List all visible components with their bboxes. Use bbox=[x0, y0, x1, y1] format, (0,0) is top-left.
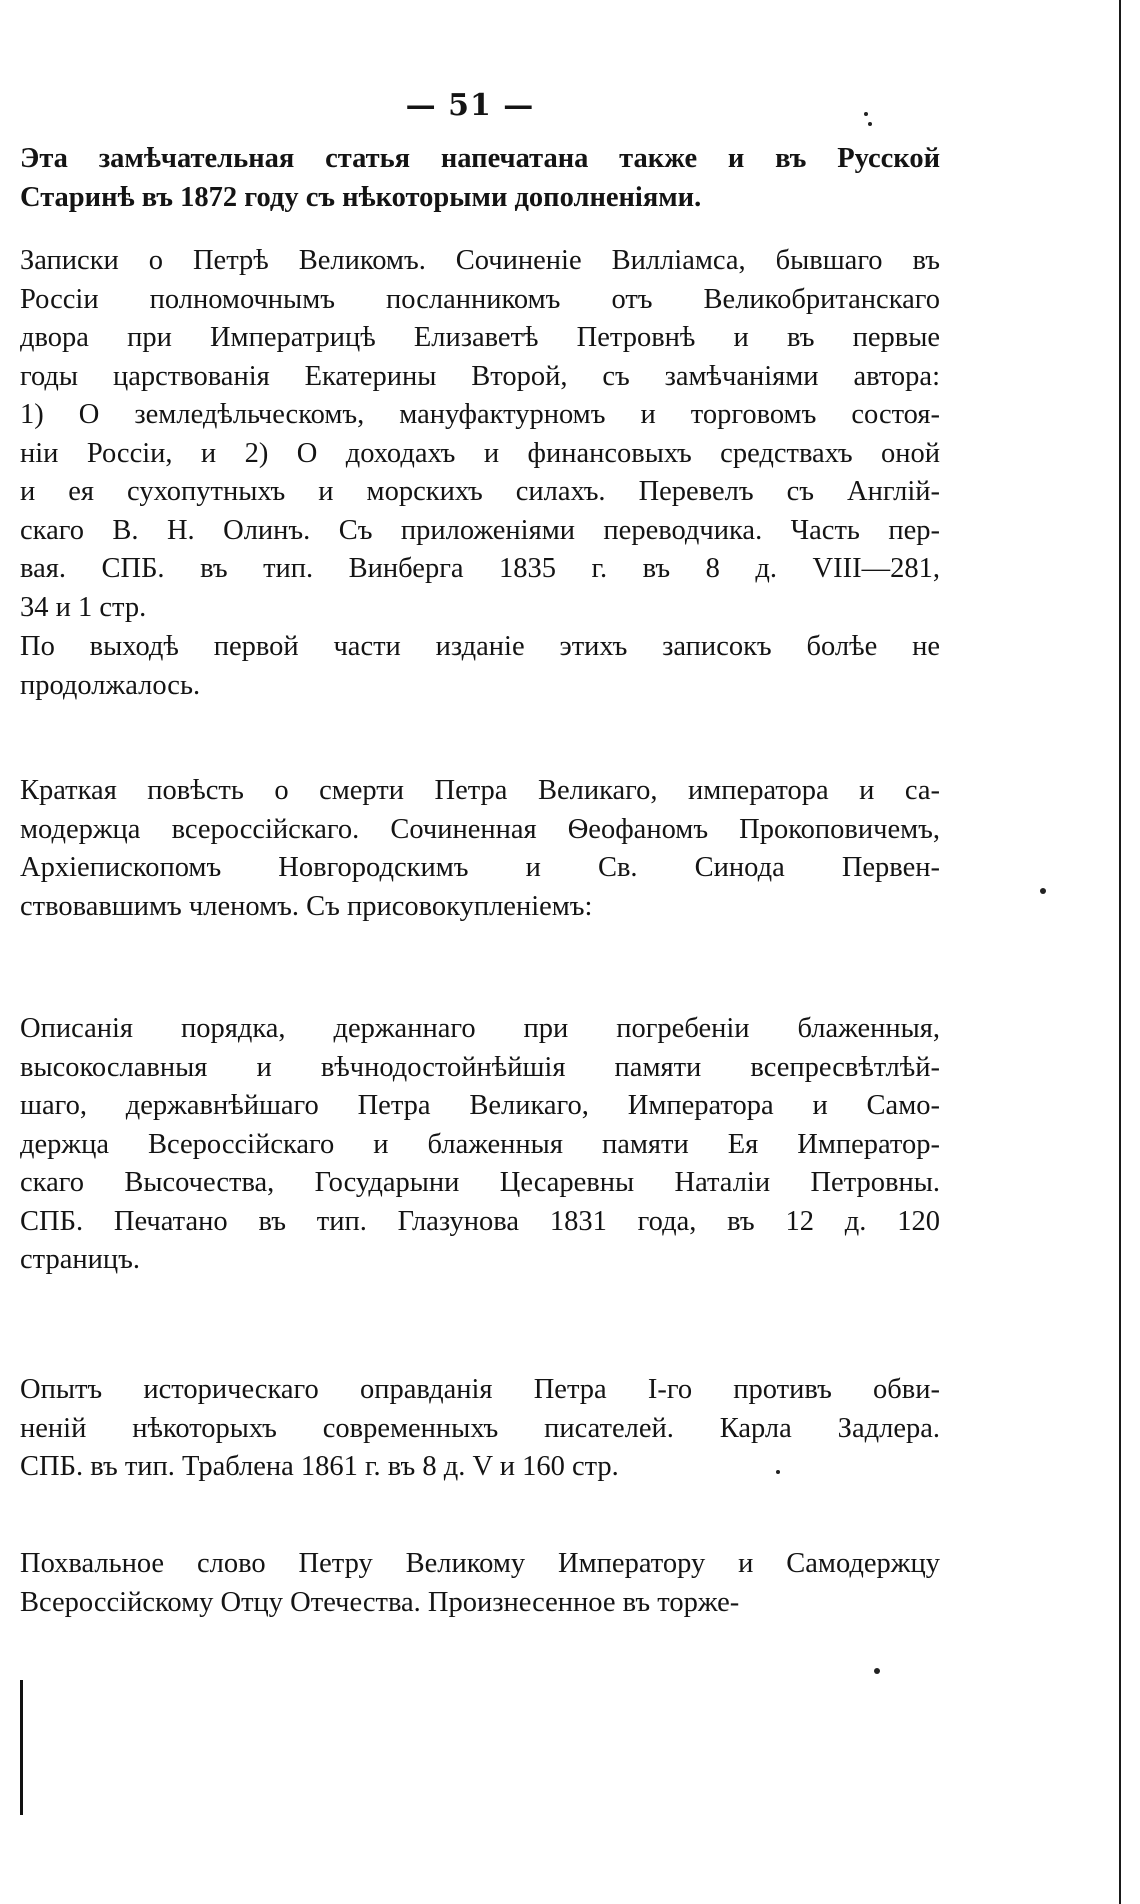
text-line: страницъ. bbox=[20, 1244, 140, 1275]
bibliography-entry bbox=[20, 1371, 940, 1487]
page-number: — 51 — bbox=[405, 88, 535, 123]
text-line: 34 и 1 стр. bbox=[20, 591, 147, 623]
text-line: держца Всероссійскаго и блаженныя памяти Ея Император- bbox=[20, 1128, 940, 1160]
text-line: По выходѣ первой части изданіе этихъ записокъ болѣе не bbox=[20, 631, 940, 662]
text-line: двора при Императрицѣ Елизаветѣ Петровнѣ и въ первые bbox=[20, 322, 940, 353]
text-line: Всероссійскому Отцу Отечества. Произнесенное въ торже- bbox=[20, 1586, 740, 1618]
scan-speck bbox=[864, 112, 868, 116]
text-line: Похвальное слово Петру Великому Императору и Самодержцу bbox=[20, 1548, 940, 1579]
bibliography-entry bbox=[20, 1545, 940, 1622]
text-line: Старинѣ въ 1872 году съ нѣкоторыми дополненіями. bbox=[20, 181, 702, 213]
bibliography-entry bbox=[20, 1010, 940, 1280]
text-line: СПБ. въ тип. Траблена 1861 г. въ 8 д. V и 160 стр. bbox=[20, 1451, 619, 1482]
bibliography-entry bbox=[20, 772, 940, 926]
text-line: вая. СПБ. въ тип. Винберга 1835 г. въ 8 д. VIII—281, bbox=[20, 553, 940, 584]
entry-paragraph bbox=[20, 140, 940, 217]
text-line: Эта замѣчательная статья напечатана также и въ Русской bbox=[20, 143, 940, 174]
page-edge-line bbox=[1119, 0, 1121, 1904]
text-line: Россіи полномочнымъ посланникомъ отъ Великобританскаго bbox=[20, 283, 940, 315]
text-line: Опытъ историческаго оправданія Петра I-го противъ обви- bbox=[20, 1374, 940, 1405]
note-paragraph bbox=[20, 628, 940, 705]
text-line: шаго, державнѣйшаго Петра Великаго, Императора и Само- bbox=[20, 1090, 940, 1121]
text-line: ніи Россіи, и 2) О доходахъ и финансовыхъ средствахъ оной bbox=[20, 437, 940, 469]
text-line: и ея сухопутныхъ и морскихъ силахъ. Перевелъ съ Англій- bbox=[20, 476, 940, 507]
bibliography-entry bbox=[20, 242, 940, 627]
text-line: высокославныя и вѣчнодостойнѣйшія памяти всепресвѣтлѣй- bbox=[20, 1051, 940, 1083]
text-line: неній нѣкоторыхъ современныхъ писателей. Карла Задлера. bbox=[20, 1412, 940, 1444]
text-line: Краткая повѣсть о смерти Петра Великаго, императора и са- bbox=[20, 775, 940, 806]
text-line: годы царствованія Екатерины Второй, съ замѣчаніями автора: bbox=[20, 360, 940, 392]
scan-speck bbox=[776, 1470, 780, 1474]
scan-speck bbox=[874, 1668, 880, 1674]
scan-speck bbox=[868, 122, 872, 126]
text-line: модержца всероссійскаго. Сочиненная Ѳеофаномъ Прокоповичемъ, bbox=[20, 813, 940, 845]
text-line: скаго Высочества, Государыни Цесаревны Наталіи Петровны. bbox=[20, 1167, 940, 1198]
text-line: СПБ. Печатано въ тип. Глазунова 1831 года, въ 12 д. 120 bbox=[20, 1205, 940, 1237]
text-line: скаго В. Н. Олинъ. Съ приложеніями переводчика. Часть пер- bbox=[20, 514, 940, 546]
text-line: Записки о Петрѣ Великомъ. Сочиненіе Вилліамса, бывшаго въ bbox=[20, 245, 940, 276]
text-line: продолжалось. bbox=[20, 669, 201, 701]
text-line: Описанія порядка, держаннаго при погребеніи блаженныя, bbox=[20, 1013, 940, 1044]
scan-speck bbox=[1040, 888, 1046, 894]
text-line: 1) О земледѣльческомъ, мануфактурномъ и торговомъ состоя- bbox=[20, 399, 940, 430]
text-line: ствовавшимъ членомъ. Съ присовокупленіемъ: bbox=[20, 890, 593, 922]
text-line: Архіепископомъ Новгородскимъ и Св. Синода Первен- bbox=[20, 852, 940, 883]
margin-rule bbox=[20, 1680, 23, 1815]
